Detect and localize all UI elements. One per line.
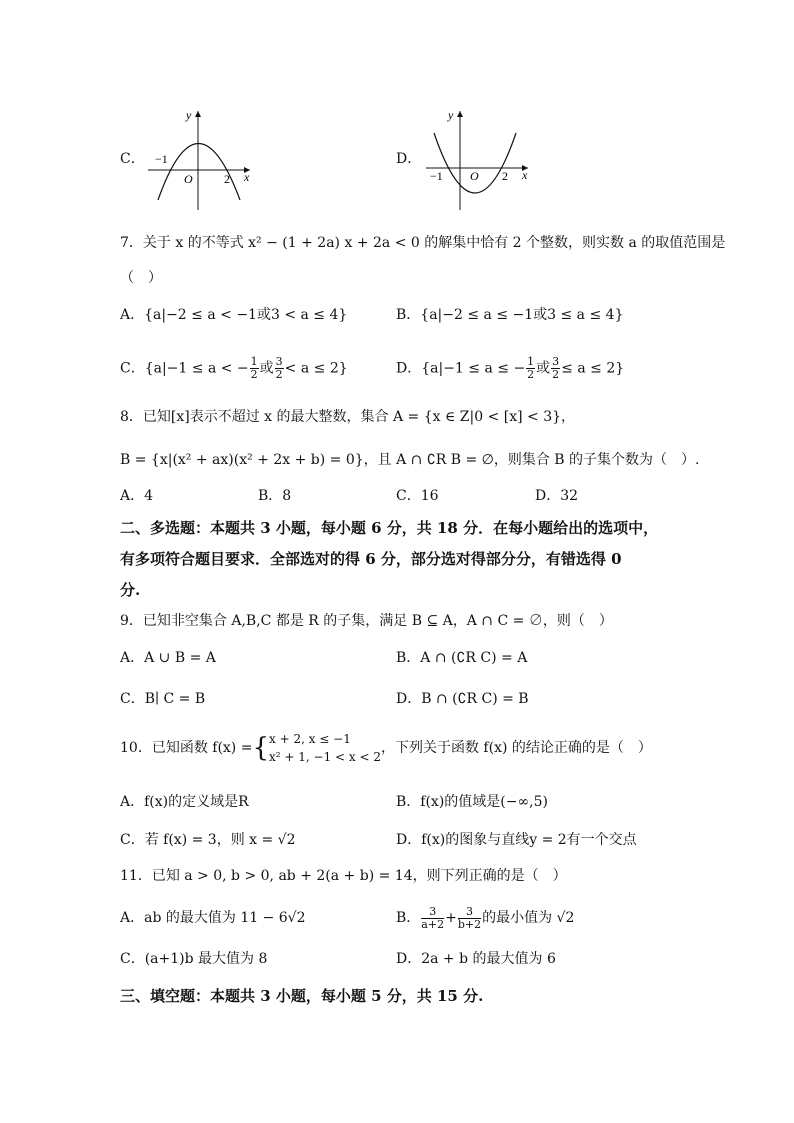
q10-option-c: C．若 f(x) = 3，则 x = √2 <box>120 832 296 848</box>
q8-option-c: C．16 <box>396 488 439 504</box>
section-3-heading: 三、填空题：本题共 3 小题，每小题 5 分，共 15 分. <box>120 987 484 1005</box>
origin-label: O <box>184 172 193 186</box>
q9-option-d: D．B ∩ (∁R C) = B <box>396 691 529 707</box>
q11-option-b: B． $\frac{3}{a+2}$ + $\frac{3}{b+2}$ 的最小值为 √2 <box>396 904 575 931</box>
q6-graph-d <box>418 105 538 215</box>
q10-stem: 10．已知函数 f(x) = { x + 2, x ≤ −1 x² + 1, −1 < x < 2 ，下列关于函数 f(x) 的结论正确的是（ ） <box>120 732 652 764</box>
q6-graph-c <box>140 105 260 215</box>
q11-option-c: C．(a+1)b 最大值为 8 <box>120 951 268 967</box>
q9-option-c: C．B∣ C = B <box>120 691 206 707</box>
tick-neg1: −1 <box>155 152 168 166</box>
q7-stem: 7．关于 x 的不等式 x² − (1 + 2a) x + 2a < 0 的解集中恰有 2 个整数，则实数 a 的取值范围是 <box>120 235 726 251</box>
axis-x-label: x <box>522 168 528 182</box>
q8-stem-line1: 8．已知[x]表示不超过 x 的最大整数，集合 A = {x ∈ Z|0 < [x] < 3}， <box>120 409 576 425</box>
q9-option-a: A．A ∪ B = A <box>120 650 216 666</box>
q8-option-d: D．32 <box>535 488 579 504</box>
origin-label: O <box>470 169 479 183</box>
tick-neg1: −1 <box>430 169 443 183</box>
section-2-heading: 二、多选题：本题共 3 小题，每小题 6 分，共 18 分．在每小题给出的选项中， <box>120 519 659 537</box>
q7-option-c: C．{a|−1 ≤ a < − $\frac{1}{2}$ 或 $\frac{3}{2}$ < a ≤ 2} <box>120 355 348 381</box>
axis-y-label: y <box>186 108 192 122</box>
q7-option-b: B．{a|−2 ≤ a ≤ −1或3 ≤ a ≤ 4} <box>396 307 624 323</box>
q10-option-a: A．f(x)的定义域是R <box>120 794 249 810</box>
q11-stem: 11．已知 a > 0, b > 0, ab + 2(a + b) = 14，则下列正确的是（ ） <box>120 868 567 884</box>
section-2-heading-cont: 有多项符合题目要求．全部选对的得 6 分，部分选对得部分分，有错选得 0 <box>120 550 622 568</box>
q10-option-b: B．f(x)的值域是(−∞,5) <box>396 794 548 810</box>
axis-x-label: x <box>244 170 250 184</box>
q6-option-c-label: C． <box>120 151 145 167</box>
q8-option-b: B．8 <box>258 488 292 504</box>
tick-2: 2 <box>224 172 230 186</box>
q9-option-b: B．A ∩ (∁R C) = A <box>396 650 528 666</box>
q9-stem: 9．已知非空集合 A,B,C 都是 R 的子集，满足 B ⊆ A，A ∩ C = ∅，则（ ） <box>120 613 613 629</box>
q6-option-d-label: D． <box>396 151 422 167</box>
q7-option-d: D．{a|−1 ≤ a ≤ − $\frac{1}{2}$ 或 $\frac{3}{2}$ ≤ a ≤ 2} <box>396 355 625 381</box>
section-2-heading-end: 分. <box>120 581 141 599</box>
q8-option-a: A．4 <box>120 488 154 504</box>
q8-stem-line2: B = {x|(x² + ax)(x² + 2x + b) = 0}，且 A ∩ ∁R B = ∅，则集合 B 的子集个数为（ ）. <box>120 452 700 468</box>
axis-y-label: y <box>448 108 454 122</box>
q7-option-a: A．{a|−2 ≤ a < −1或3 < a ≤ 4} <box>120 307 348 323</box>
q11-option-a: A．ab 的最大值为 11 − 6√2 <box>120 910 306 926</box>
tick-2: 2 <box>502 169 508 183</box>
q11-option-d: D．2a + b 的最大值为 6 <box>396 951 556 967</box>
q10-option-d: D．f(x)的图象与直线y = 2有一个交点 <box>396 832 637 848</box>
q7-answer-paren: （ ） <box>120 270 162 286</box>
